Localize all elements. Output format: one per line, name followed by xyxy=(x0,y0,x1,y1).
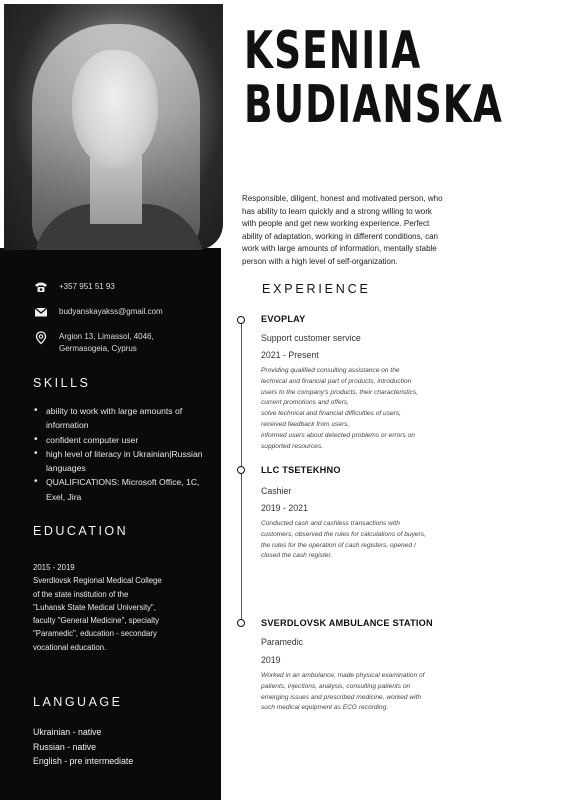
timeline-dot xyxy=(237,466,245,474)
description-line: supported resources. xyxy=(261,442,323,450)
profile-photo xyxy=(4,4,223,250)
education-line: "Paramedic", education - secondary xyxy=(33,629,157,639)
education-line: "Luhansk State Medical University", xyxy=(33,602,156,612)
timeline-dot xyxy=(237,316,245,324)
description-line: users to the company's products, their characteristics, xyxy=(261,388,419,396)
education-heading: EDUCATION xyxy=(33,524,129,538)
job-role: Support customer service xyxy=(261,333,361,343)
mail-icon xyxy=(34,306,48,318)
language-item: English - pre intermediate xyxy=(33,756,134,766)
description-line: such medical equipment as ECG recording. xyxy=(261,704,389,712)
skill-item: • QUALIFICATIONS: Microsoft Office, 1C, Exel, Jira xyxy=(30,475,210,504)
phone-icon xyxy=(34,281,48,293)
email-text: budyanskayakss@gmail.com xyxy=(59,307,163,316)
full-name xyxy=(244,21,503,135)
language-list xyxy=(33,725,133,769)
description-line: received feedback from users, xyxy=(261,420,350,428)
description-line: Worked in an ambulance, made physical examination of xyxy=(261,672,425,679)
education-text xyxy=(33,561,213,654)
phone-text: +357 951 51 93 xyxy=(59,282,115,291)
description-line: solve technical and financial difficulties of users, xyxy=(261,410,402,418)
description-line: current promotions and offers, xyxy=(261,399,349,407)
description-line: emerging issues and prescribed medicine, worked with xyxy=(261,693,422,701)
education-line: of the state institution of the xyxy=(33,589,129,599)
job-description xyxy=(261,671,461,714)
description-line: Conducted cash and cashless transactions with xyxy=(261,520,400,527)
skill-item: • ability to work with large amounts of information xyxy=(30,404,210,433)
job-description xyxy=(261,366,461,452)
address-line-1: Argion 13, Limassol, 4046, xyxy=(59,332,154,341)
skill-item: • high level of literacy in Ukrainian|Russian languages xyxy=(30,447,210,476)
job-dates: 2019 xyxy=(261,655,281,665)
job-company: EVOPLAY xyxy=(261,314,306,324)
skill-item: • confident computer user xyxy=(30,433,210,447)
skills-heading: SKILLS xyxy=(33,376,91,390)
description-line: patients, injections, analysis, consulting patients on xyxy=(261,682,411,690)
job-description xyxy=(261,519,461,562)
education-line: Sverdlovsk Regional Medical College xyxy=(33,576,162,586)
address-line-2: Germasogeia, Cyprus xyxy=(59,344,137,353)
profile-summary: Responsible, diligent, honest and motivated person, who has ability to learn quickly and a strong willing to work with people and get new working experience. Perfect ability of adaptation, working in different conditions, can work with large amounts of information, mentally stable person with a high level of self-organization. xyxy=(242,194,443,266)
job-company: SVERDLOVSK AMBULANCE STATION xyxy=(261,618,433,628)
experience-heading: EXPERIENCE xyxy=(262,282,371,296)
job-company: LLC TSETEKHNO xyxy=(261,465,341,475)
description-line: Providing qualified consulting assistance on the xyxy=(261,367,400,374)
language-heading: LANGUAGE xyxy=(33,695,123,709)
timeline-dot xyxy=(237,619,245,627)
skills-list xyxy=(30,404,210,504)
last-name: BUDIANSKA xyxy=(244,75,503,135)
language-item: Russian - native xyxy=(33,741,97,752)
education-line: vocational education. xyxy=(33,642,107,652)
job-role: Paramedic xyxy=(261,637,304,647)
description-line: closed the cash register. xyxy=(261,552,333,560)
first-name: KSENIIA xyxy=(244,21,422,81)
job-dates: 2019 - 2021 xyxy=(261,503,308,513)
education-line: faculty "General Medicine", specialty xyxy=(33,616,160,626)
language-item: Ukrainian - native xyxy=(33,727,102,737)
description-line: informed users about detected problems or errors on xyxy=(261,431,415,439)
description-line: technical and financial part of products, introduction xyxy=(261,377,412,385)
description-line: the rules for the operation of cash registers, opened / xyxy=(261,541,416,549)
education-line: 2015 - 2019 xyxy=(33,563,75,572)
location-pin-icon xyxy=(34,331,48,345)
description-line: customers, observed the rules for calculations of buyers, xyxy=(261,530,426,538)
job-dates: 2021 - Present xyxy=(261,350,319,360)
job-role: Cashier xyxy=(261,486,292,496)
